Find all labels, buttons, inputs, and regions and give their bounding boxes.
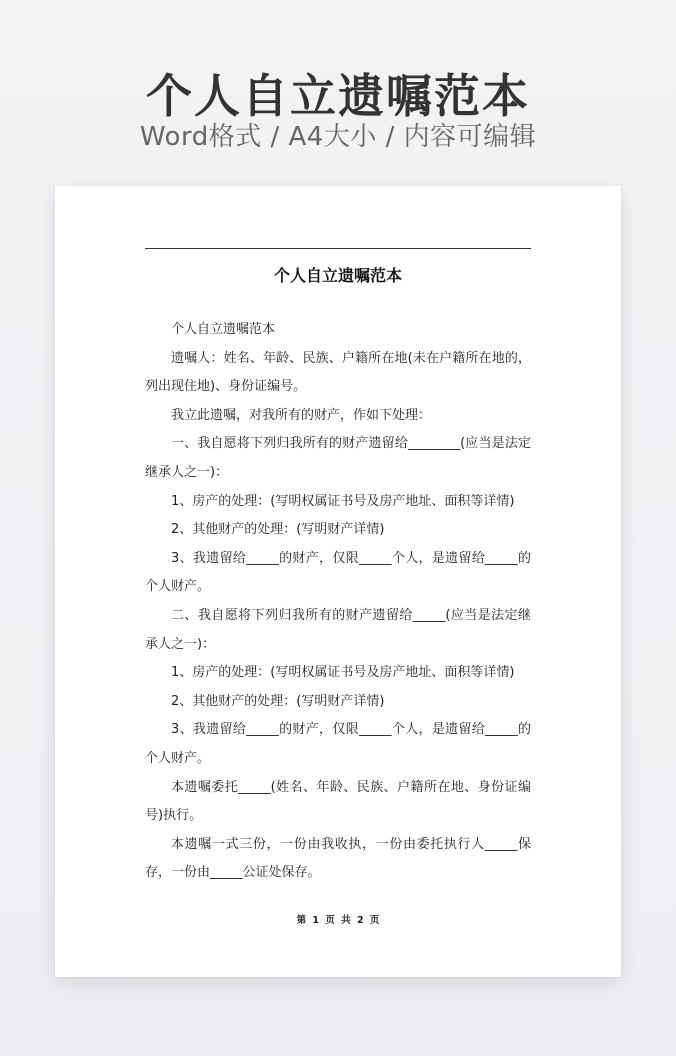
banner-subtitle: Word格式 / A4大小 / 内容可编辑 xyxy=(139,122,537,152)
paragraph: 2、其他财产的处理：(写明财产详情) xyxy=(171,522,385,538)
paragraph: 遗嘱人：姓名、年龄、民族、户籍所在地(未在户籍所在地的，列出现住地)、身份证编号。 xyxy=(145,350,531,395)
banner-title: 个人自立遗嘱范本 xyxy=(146,69,530,123)
paragraph: 1、房产的处理：(写明权属证书号及房产地址、面积等详情) xyxy=(171,665,515,681)
paragraph: 本遗嘱一式三份，一份由我收执，一份由委托执行人_____保存，一份由_____公证处保存。 xyxy=(145,836,531,881)
document-title: 个人自立遗嘱范本 xyxy=(273,266,402,285)
paragraph: 3、我遗留给_____的财产，仅限_____个人，是遗留给_____的个人财产。 xyxy=(145,722,531,766)
paragraph: 二、我自愿将下列归我所有的财产遗留给_____(应当是法定继承人之一)： xyxy=(145,607,531,652)
paragraph: 个人自立遗嘱范本 xyxy=(171,322,276,337)
document-page xyxy=(55,186,621,977)
paragraph: 本遗嘱委托_____(姓名、年龄、民族、户籍所在地、身份证编号)执行。 xyxy=(145,779,531,824)
paragraph: 3、我遗留给_____的财产，仅限_____个人，是遗留给_____的个人财产。 xyxy=(145,550,531,595)
paragraph: 一、我自愿将下列归我所有的财产遗留给________(应当是法定继承人之一)： xyxy=(145,436,531,480)
page-number: 第 1 页 共 2 页 xyxy=(296,915,380,926)
paragraph: 我立此遗嘱，对我所有的财产，作如下处理： xyxy=(171,407,432,423)
document-body xyxy=(145,316,531,888)
paragraph: 1、房产的处理：(写明权属证书号及房产地址、面积等详情) xyxy=(171,493,515,509)
header-rule xyxy=(145,248,531,249)
paragraph: 2、其他财产的处理：(写明财产详情) xyxy=(171,693,385,709)
